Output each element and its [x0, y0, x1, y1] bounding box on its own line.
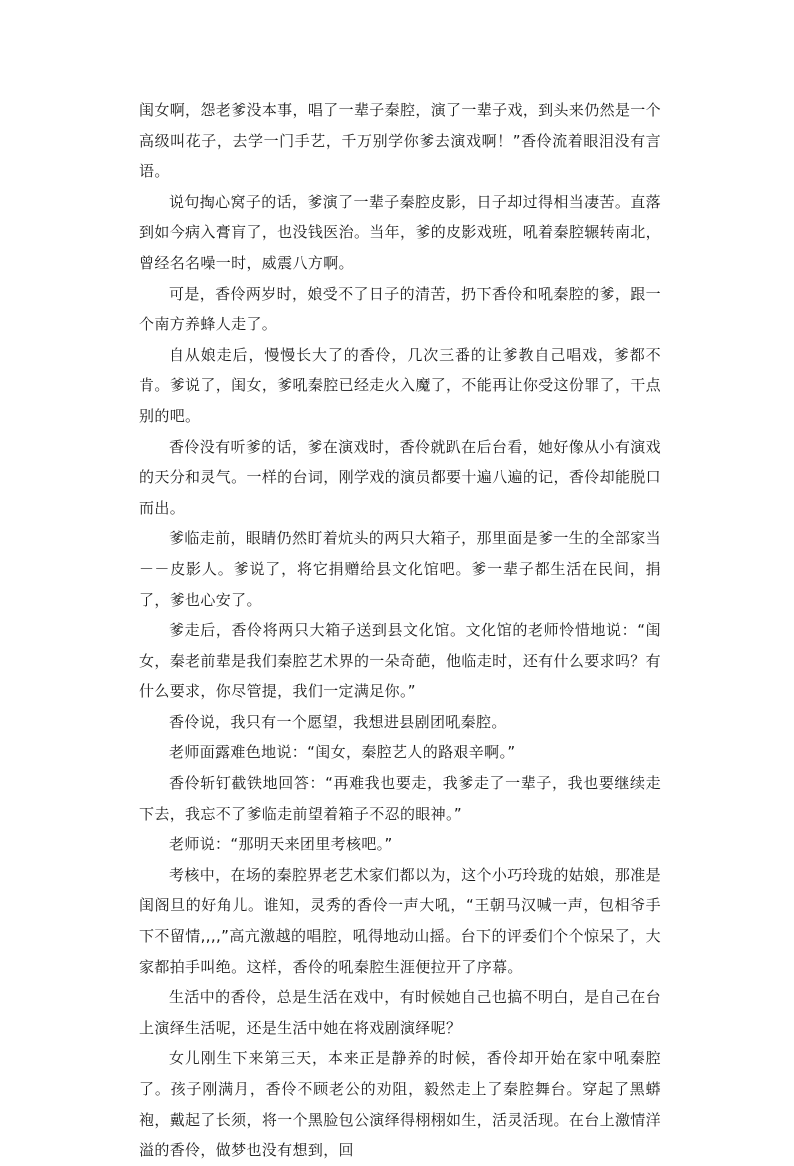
paragraph-3: 可是，香伶两岁时，娘受不了日子的清苦，扔下香伶和吼秦腔的爹，跟一个南方养蜂人走了。: [139, 284, 661, 334]
paragraph-14: 女儿刚生下来第三天，本来正是静养的时候，香伶却开始在家中吼秦腔了。孩子刚满月，香伶不顾老公的劝阻，毅然走上了秦腔舞台。穿起了黑蟒袍，戴起了长须，将一个黑脸包公演绎得栩栩如生，活灵活现。在台上激情洋溢的香伶，做梦也没有想到，回: [139, 1049, 661, 1160]
paragraph-10: 香伶斩钉截铁地回答：“再难我也要走，我爹走了一辈子，我也要继续走下去，我忘不了爹临走前望着箱子不忍的眼神。”: [139, 774, 661, 823]
paragraph-8: 香伶说，我只有一个愿望，我想进县剧团吼秦腔。: [169, 712, 507, 731]
paragraph-12: 考核中，在场的秦腔界老艺术家们都以为，这个小巧玲珑的姑娘，那准是闺阁旦的好角儿。谁知，灵秀的香伶一声大吼，“王朝马汉喊一声，包相爷手下不留情,,,,”高亢激越的唱腔，吼得地动山摇。台下的评委们个个惊呆了，大家都拍手叫绝。这样，香伶的吼秦腔生涯便拉开了序幕。: [139, 865, 661, 976]
paragraph-6: 爹临走前，眼睛仍然盯着炕头的两只大箱子，那里面是爹一生的全部家当－－皮影人。爹说了，将它捐赠给县文化馆吧。爹一辈子都生活在民间，捐了，爹也心安了。: [139, 529, 661, 609]
paragraph-11: 老师说：“那明天来团里考核吧。”: [169, 835, 393, 854]
paragraph-13: 生活中的香伶，总是生活在戏中，有时候她自己也搞不明白，是自己在台上演绎生活呢，还是生活中她在将戏剧演绎呢？: [139, 988, 661, 1037]
paragraph-4: 自从娘走后，慢慢长大了的香伶，几次三番的让爹教自己唱戏，爹都不肯。爹说了，闺女，爹吼秦腔已经走火入魔了，不能再让你受这份罪了，干点别的吧。: [139, 345, 661, 425]
story-body: [139, 95, 661, 1166]
paragraph-1: 闺女啊，怨老爹没本事，唱了一辈子秦腔，演了一辈子戏，到头来仍然是一个高级叫花子，去学一门手艺，千万别学你爹去演戏啊！”香伶流着眼泪没有言语。: [139, 101, 661, 181]
paragraph-2: 说句掏心窝子的话，爹演了一辈子秦腔皮影，日子却过得相当凄苦。直落到如今病入膏肓了，也没钱医治。当年，爹的皮影戏班，吼着秦腔辗转南北，曾经名名噪一时，威震八方啊。: [139, 192, 661, 272]
paragraph-9: 老师面露难色地说：“闺女，秦腔艺人的路艰辛啊。”: [169, 743, 516, 762]
paragraph-5: 香伶没有听爹的话，爹在演戏时，香伶就趴在后台看，她好像从小有演戏的天分和灵气。一样的台词，刚学戏的演员都要十遍八遍的记，香伶却能脱口而出。: [139, 437, 661, 517]
paragraph-7: 爹走后，香伶将两只大箱子送到县文化馆。文化馆的老师怜惜地说：“闺女，秦老前辈是我们秦腔艺术界的一朵奇葩，他临走时，还有什么要求吗？有什么要求，你尽管提，我们一定满足你。”: [139, 621, 661, 701]
